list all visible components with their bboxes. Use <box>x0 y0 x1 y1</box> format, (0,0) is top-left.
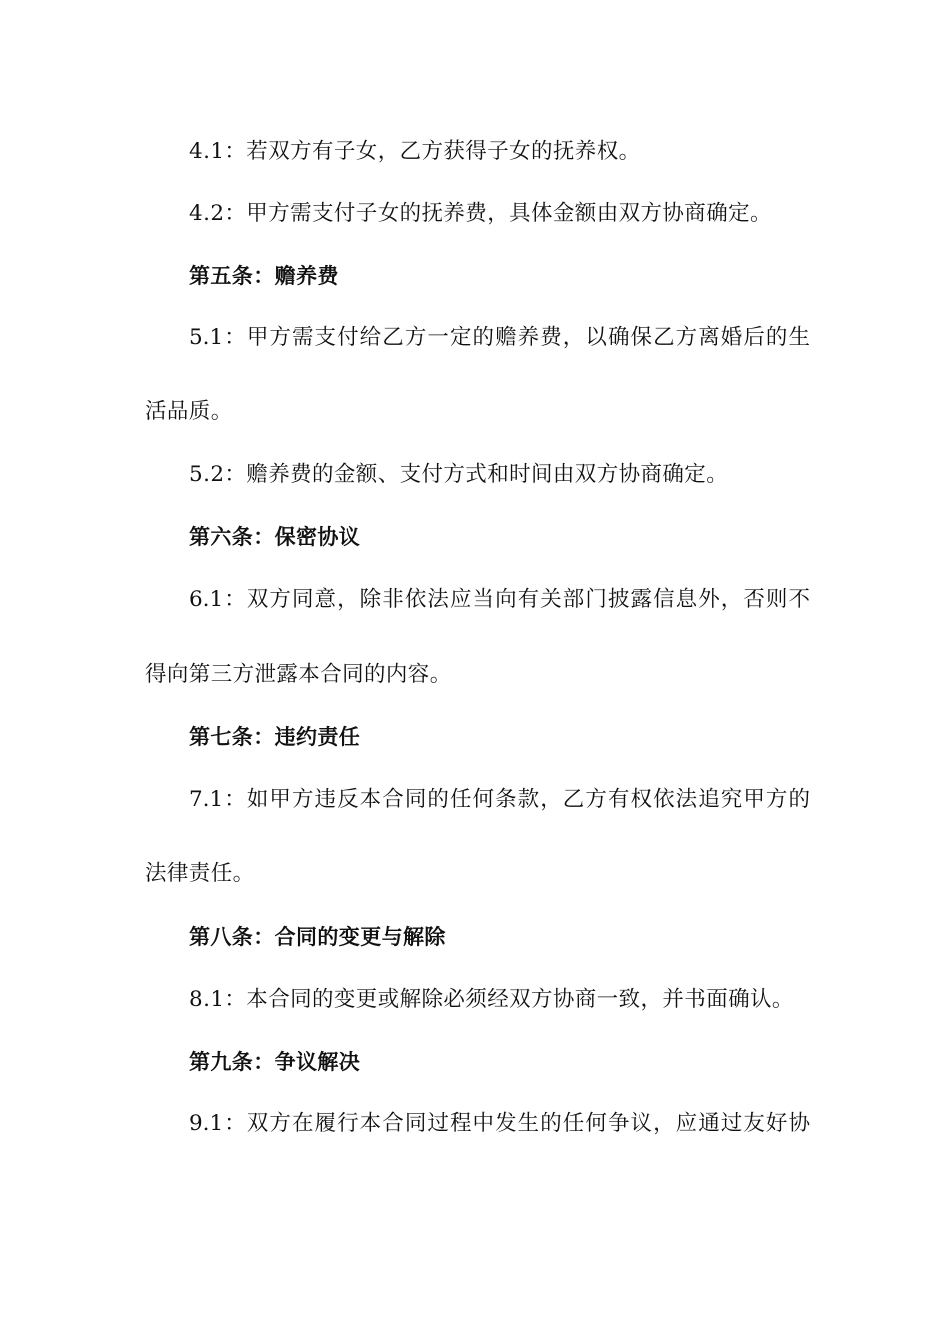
clause-7-1-line-2: 法律责任。 <box>145 861 255 886</box>
clause-4-2: 4.2：甲方需支付子女的抚养费，具体金额由双方协商确定。 <box>189 201 772 226</box>
clause-6-1-line-1: 6.1：双方同意，除非依法应当向有关部门披露信息外，否则不 <box>189 587 810 612</box>
article-8-heading: 第八条：合同的变更与解除 <box>189 925 446 949</box>
clause-7-1-line-1: 7.1：如甲方违反本合同的任何条款，乙方有权依法追究甲方的 <box>189 787 810 812</box>
clause-5-1-line-1: 5.1：甲方需支付给乙方一定的赡养费，以确保乙方离婚后的生 <box>189 325 810 350</box>
clause-4-1: 4.1：若双方有子女，乙方获得子女的抚养权。 <box>189 139 641 164</box>
article-5-heading: 第五条：赡养费 <box>189 264 339 288</box>
article-6-heading: 第六条：保密协议 <box>189 525 361 549</box>
clause-5-2: 5.2：赡养费的金额、支付方式和时间由双方协商确定。 <box>189 462 729 487</box>
article-7-heading: 第七条：违约责任 <box>189 725 361 749</box>
article-9-heading: 第九条：争议解决 <box>189 1050 361 1074</box>
clause-6-1-line-2: 得向第三方泄露本合同的内容。 <box>145 662 452 687</box>
clause-5-1-line-2: 活品质。 <box>145 399 233 424</box>
clause-9-1-line-1: 9.1：双方在履行本合同过程中发生的任何争议，应通过友好协 <box>189 1111 810 1136</box>
clause-8-1: 8.1：本合同的变更或解除必须经双方协商一致，并书面确认。 <box>189 987 794 1012</box>
